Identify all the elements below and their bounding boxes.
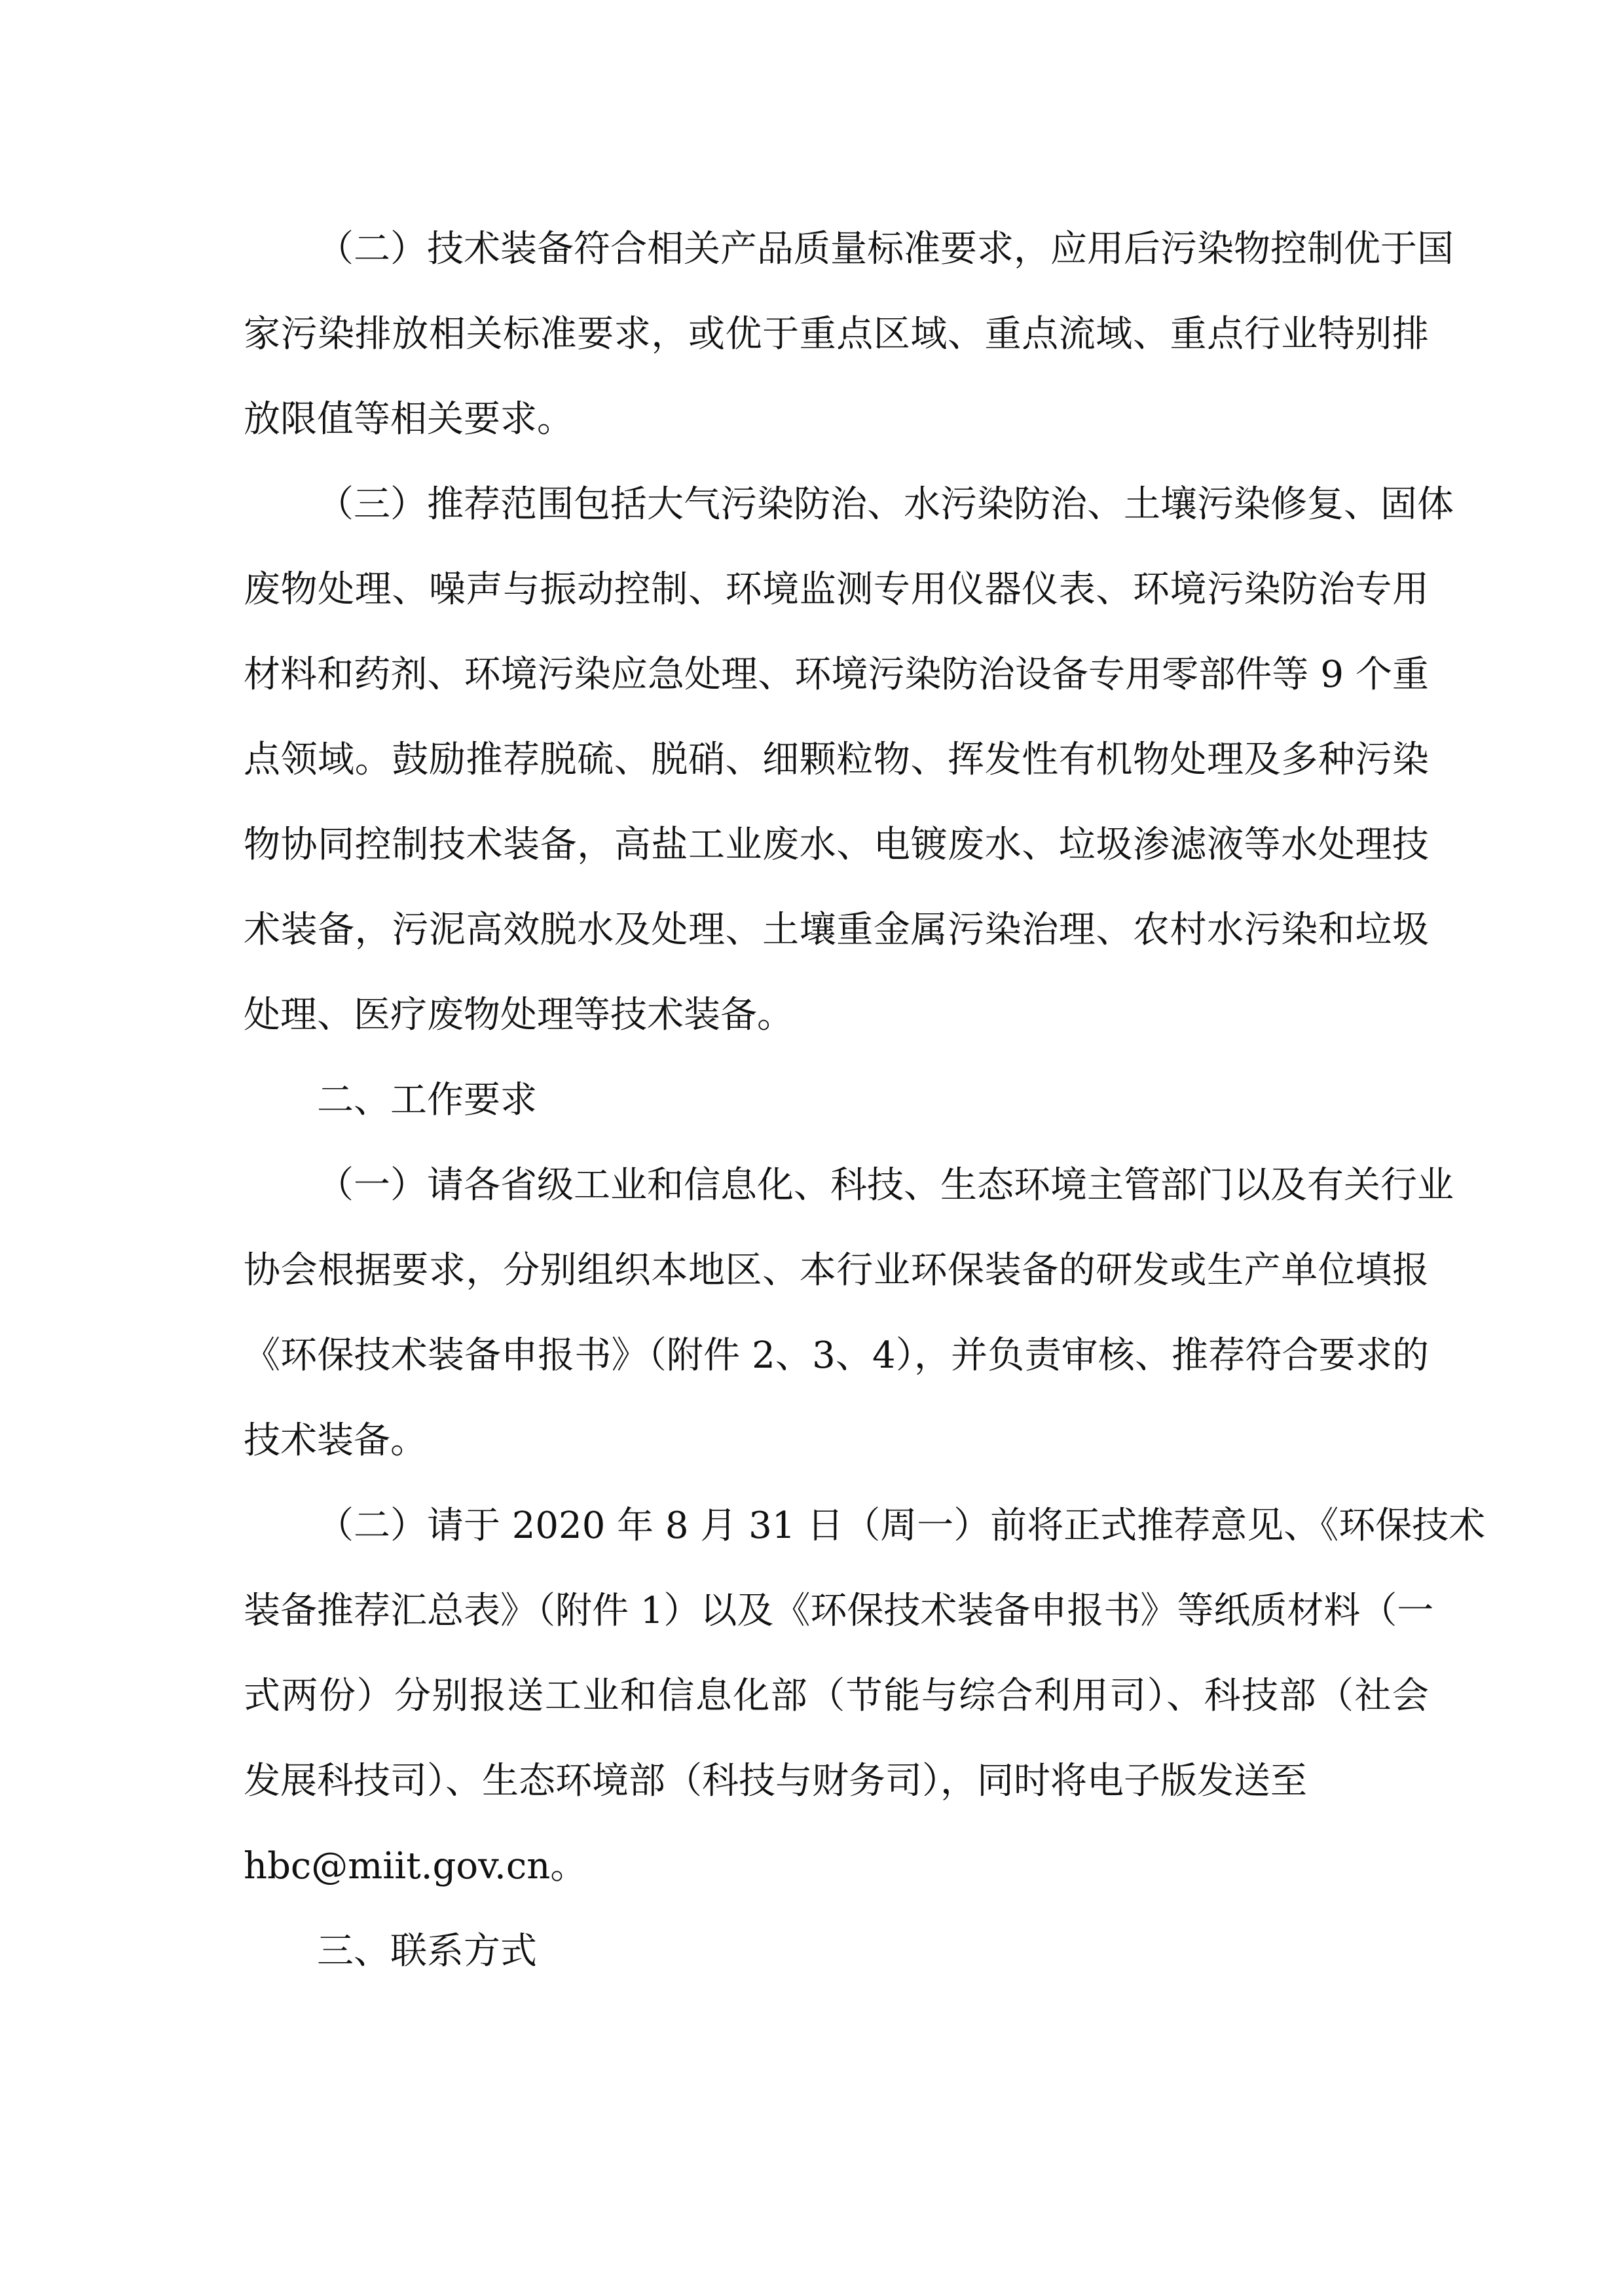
paragraph-provincial-departments — [244, 1143, 1454, 1484]
document-body — [244, 207, 1486, 1994]
text-line: 装备推荐汇总表》（附件 1）以及《环保技术装备申报书》等纸质材料（一 — [244, 1590, 1434, 1632]
text-line: 术装备，污泥高效脱水及处理、土壤重金属污染治理、农村水污染和垃圾 — [244, 909, 1429, 951]
text-line: 《环保技术装备申报书》（附件 2、3、4），并负责审核、推荐符合要求的 — [244, 1334, 1429, 1377]
text-line: 技术装备。 — [244, 1419, 427, 1462]
section-heading-work-requirements — [244, 1058, 1429, 1143]
section-heading-contact — [244, 1909, 1429, 1994]
text-line: 处理、医疗废物处理等技术装备。 — [244, 994, 794, 1036]
text-line: 协会根据要求，分别组织本地区、本行业环保装备的研发或生产单位填报 — [244, 1249, 1429, 1292]
text-line: （二）请于 2020 年 8 月 31 日（周一）前将正式推荐意见、《环保技术 — [317, 1504, 1486, 1547]
heading-text: 三、联系方式 — [317, 1930, 537, 1973]
text-line: 放限值等相关要求。 — [244, 398, 574, 441]
text-line: 废物处理、噪声与振动控制、环境监测专用仪器仪表、环境污染防治专用 — [244, 568, 1429, 611]
email-address: hbc@miit.gov.cn。 — [244, 1845, 587, 1887]
text-line: 式两份）分别报送工业和信息化部（节能与综合利用司）、科技部（社会 — [244, 1675, 1429, 1717]
paragraph-recommendation-scope — [244, 462, 1454, 1058]
paragraph-quality-standards — [244, 207, 1454, 462]
text-line: 发展科技司）、生态环境部（科技与财务司），同时将电子版发送至 — [244, 1760, 1307, 1802]
heading-text: 二、工作要求 — [317, 1079, 537, 1121]
text-line: （三）推荐范围包括大气污染防治、水污染防治、土壤污染修复、固体 — [317, 483, 1454, 526]
text-line: 点领域。鼓励推荐脱硫、脱硝、细颗粒物、挥发性有机物处理及多种污染 — [244, 738, 1429, 781]
text-line: （一）请各省级工业和信息化、科技、生态环境主管部门以及有关行业 — [317, 1164, 1454, 1207]
text-line: 物协同控制技术装备，高盐工业废水、电镀废水、垃圾渗滤液等水处理技 — [244, 824, 1429, 866]
paragraph-submission-deadline — [244, 1484, 1486, 1909]
text-line: 材料和药剂、环境污染应急处理、环境污染防治设备专用零部件等 9 个重 — [244, 653, 1429, 696]
text-line: （二）技术装备符合相关产品质量标准要求，应用后污染物控制优于国 — [317, 228, 1454, 270]
text-line: 家污染排放相关标准要求，或优于重点区域、重点流域、重点行业特别排 — [244, 313, 1429, 355]
